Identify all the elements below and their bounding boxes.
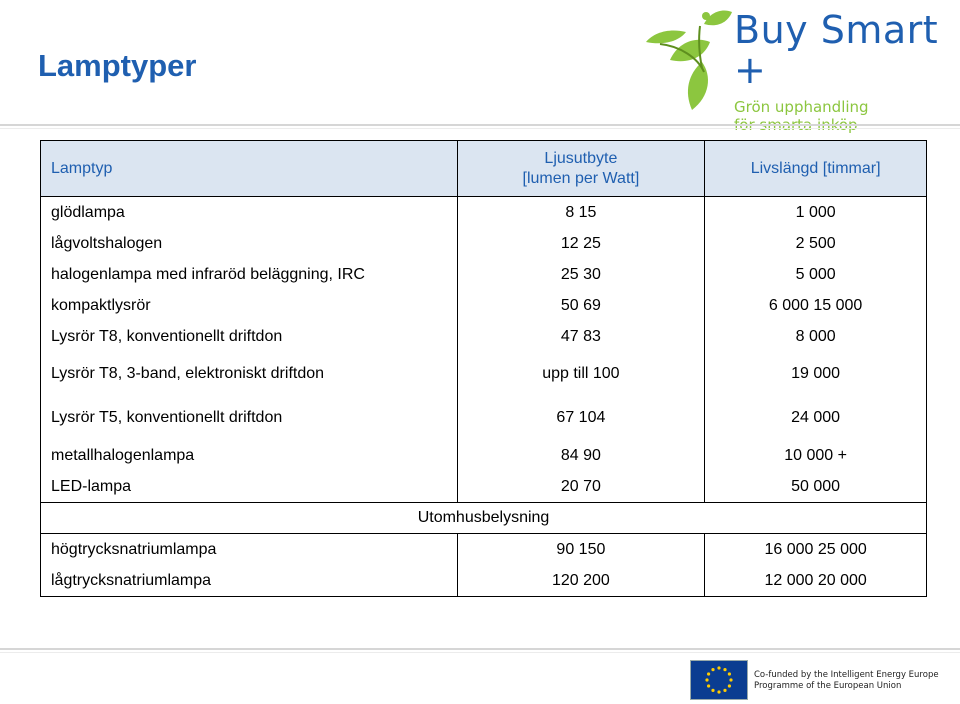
table-row bbox=[41, 440, 927, 471]
page-title: Lamptyper bbox=[38, 48, 197, 83]
cell-efficacy: 8 15 bbox=[457, 197, 705, 229]
leaf-logo-icon bbox=[640, 2, 736, 114]
cell-life: 19 000 bbox=[705, 352, 927, 396]
eu-funding-notice bbox=[690, 658, 950, 700]
cell-type: Lysrör T5, konventionellt driftdon bbox=[41, 396, 458, 440]
header-ljusutbyte-line1: Ljusutbyte bbox=[544, 149, 618, 167]
cell-type: lågvoltshalogen bbox=[41, 228, 458, 259]
header-ljusutbyte bbox=[457, 141, 705, 197]
cell-life: 16 000 25 000 bbox=[705, 534, 927, 566]
cell-efficacy: 25 30 bbox=[457, 259, 705, 290]
eu-funding-line-1: Co-funded by the Intelligent Energy Europe bbox=[754, 670, 939, 680]
table-row bbox=[41, 471, 927, 503]
buy-smart-logo bbox=[640, 2, 960, 114]
cell-type: LED-lampa bbox=[41, 471, 458, 503]
cell-type: Lysrör T8, konventionellt driftdon bbox=[41, 321, 458, 352]
table-row bbox=[41, 321, 927, 352]
cell-efficacy: 47 83 bbox=[457, 321, 705, 352]
cell-type: lågtrycksnatriumlampa bbox=[41, 565, 458, 597]
cell-efficacy: 67 104 bbox=[457, 396, 705, 440]
cell-life: 6 000 15 000 bbox=[705, 290, 927, 321]
footer-divider bbox=[0, 648, 960, 650]
brand-name: Buy Smart + bbox=[734, 8, 939, 92]
header-livslangd: Livslängd [timmar] bbox=[705, 141, 927, 197]
cell-life: 24 000 bbox=[705, 396, 927, 440]
cell-life: 2 500 bbox=[705, 228, 927, 259]
cell-life: 10 000 + bbox=[705, 440, 927, 471]
header-divider bbox=[0, 124, 960, 126]
cell-efficacy: upp till 100 bbox=[457, 352, 705, 396]
cell-life: 5 000 bbox=[705, 259, 927, 290]
eu-funding-line-2: Programme of the European Union bbox=[754, 681, 902, 691]
section-label: Utomhusbelysning bbox=[41, 503, 927, 534]
table-row bbox=[41, 565, 927, 597]
header-divider-shadow bbox=[0, 128, 960, 129]
cell-efficacy: 84 90 bbox=[457, 440, 705, 471]
cell-life: 12 000 20 000 bbox=[705, 565, 927, 597]
cell-type: kompaktlysrör bbox=[41, 290, 458, 321]
table-row bbox=[41, 396, 927, 440]
cell-type: högtrycksnatriumlampa bbox=[41, 534, 458, 566]
table-row bbox=[41, 352, 927, 396]
cell-type: halogenlampa med infraröd beläggning, IRC bbox=[41, 259, 458, 290]
cell-type: glödlampa bbox=[41, 197, 458, 229]
cell-efficacy: 12 25 bbox=[457, 228, 705, 259]
header-ljusutbyte-line2: [lumen per Watt] bbox=[522, 169, 640, 187]
cell-efficacy: 120 200 bbox=[457, 565, 705, 597]
cell-life: 1 000 bbox=[705, 197, 927, 229]
cell-type: Lysrör T8, 3-band, elektroniskt driftdon bbox=[41, 352, 458, 396]
footer-divider-shadow bbox=[0, 652, 960, 653]
table-row bbox=[41, 228, 927, 259]
cell-efficacy: 20 70 bbox=[457, 471, 705, 503]
header-lamptyp: Lamptyp bbox=[41, 141, 458, 197]
table-row bbox=[41, 197, 927, 229]
table-row bbox=[41, 290, 927, 321]
cell-life: 50 000 bbox=[705, 471, 927, 503]
cell-efficacy: 90 150 bbox=[457, 534, 705, 566]
cell-efficacy: 50 69 bbox=[457, 290, 705, 321]
section-row-outdoor bbox=[41, 503, 927, 534]
cell-type: metallhalogenlampa bbox=[41, 440, 458, 471]
brand-tagline-1: Grön upphandling bbox=[734, 98, 869, 116]
cell-life: 8 000 bbox=[705, 321, 927, 352]
table-header-row bbox=[41, 141, 927, 197]
eu-flag-icon bbox=[690, 660, 748, 700]
lamp-types-table bbox=[40, 140, 927, 597]
table-row bbox=[41, 534, 927, 566]
table-row bbox=[41, 259, 927, 290]
